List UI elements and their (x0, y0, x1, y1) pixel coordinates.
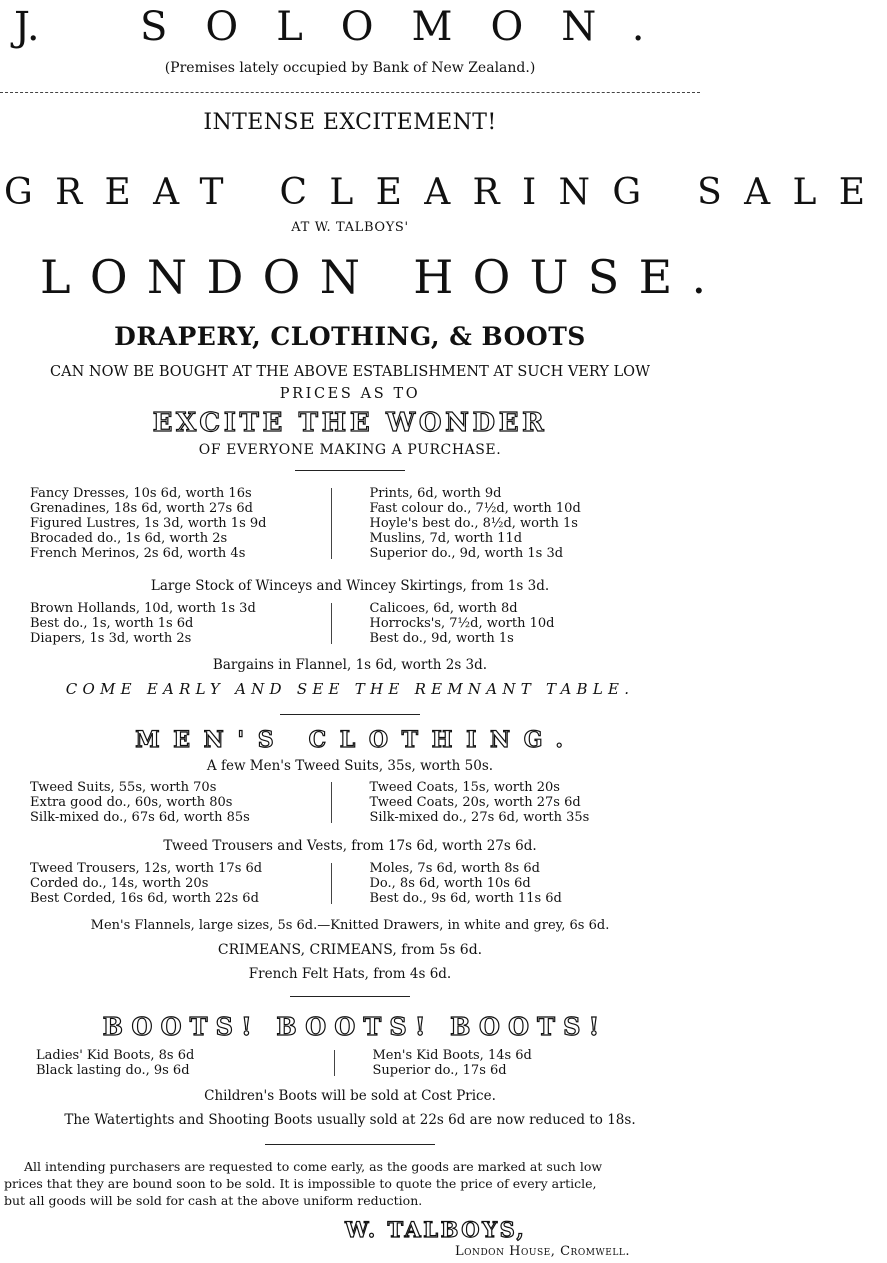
divider-2 (280, 714, 420, 715)
of-everyone: OF EVERYONE MAKING A PURCHASE. (198, 442, 502, 458)
list-item: Calicoes, 6d, worth 8d (369, 601, 518, 616)
list-item: Ladies' Kid Boots, 8s 6d (36, 1048, 195, 1063)
list-item: Best do., 1s, worth 1s 6d (30, 616, 194, 631)
at-talboys: AT W. TALBOYS' (291, 220, 409, 235)
purchase-notice (4, 1158, 696, 1209)
mens-list-2 (30, 861, 670, 906)
drapery-list-1 (30, 486, 670, 561)
list-item: Horrocks's, 7½d, worth 10d (369, 616, 555, 631)
header-prefix: J. (14, 4, 40, 50)
header (0, 2, 700, 50)
list-item: Tweed Suits, 55s, worth 70s (30, 780, 217, 795)
mens-list-1 (30, 780, 670, 825)
header-name: SOLOMON. (140, 4, 683, 50)
list-item: Figured Lustres, 1s 3d, worth 1s 9d (30, 516, 267, 531)
list-item: Muslins, 7d, worth 11d (369, 531, 523, 546)
tweed-suits-line: A few Men's Tweed Suits, 35s, worth 50s. (206, 758, 494, 774)
list-item: Brocaded do., 1s 6d, worth 2s (30, 531, 228, 546)
boots-heading: BOOTS! BOOTS! BOOTS! (102, 1012, 608, 1041)
list-item: Diapers, 1s 3d, worth 2s (30, 631, 192, 646)
list-item: Best Corded, 16s 6d, worth 22s 6d (30, 891, 259, 906)
flannels-drawers-line: Men's Flannels, large sizes, 5s 6d.—Knitted Drawers, in white and grey, 6s 6d. (90, 918, 610, 933)
header-divider (0, 92, 700, 93)
list-item: Tweed Coats, 15s, worth 20s (369, 780, 560, 795)
list-item: Hoyle's best do., 8½d, worth 1s (369, 516, 578, 531)
felt-hats-line: French Felt Hats, from 4s 6d. (248, 966, 452, 982)
intro-line-1: CAN NOW BE BOUGHT AT THE ABOVE ESTABLISHMENT AT SUCH VERY LOW (50, 364, 650, 380)
list-item: Tweed Coats, 20s, worth 27s 6d (369, 795, 581, 810)
list-item: Best do., 9s 6d, worth 11s 6d (369, 891, 562, 906)
intense-excitement: INTENSE EXCITEMENT! (203, 110, 497, 135)
list-item: Prints, 6d, worth 9d (369, 486, 502, 501)
list-item: Men's Kid Boots, 14s 6d (372, 1048, 532, 1063)
list-item: Best do., 9d, worth 1s (369, 631, 514, 646)
intro-line-2: PRICES AS TO (279, 386, 421, 402)
list-item: Moles, 7s 6d, worth 8s 6d (369, 861, 540, 876)
list-item: Grenadines, 18s 6d, worth 27s 6d (30, 501, 253, 516)
excite-the-wonder: EXCITE THE WONDER (152, 408, 548, 438)
drapery-clothing-boots: DRAPERY, CLOTHING, & BOOTS (114, 322, 586, 351)
remnant-table-line: COME EARLY AND SEE THE REMNANT TABLE. (65, 680, 635, 698)
boots-list (30, 1048, 670, 1078)
list-item: Fancy Dresses, 10s 6d, worth 16s (30, 486, 252, 501)
divider-3 (290, 996, 410, 997)
list-item: Extra good do., 60s, worth 80s (30, 795, 233, 810)
crimeans-line: CRIMEANS, CRIMEANS, from 5s 6d. (217, 942, 483, 958)
mens-clothing-heading: MEN'S CLOTHING. (135, 727, 577, 753)
london-house: LONDON HOUSE. (40, 250, 726, 304)
list-item: Fast colour do., 7½d, worth 10d (369, 501, 581, 516)
list-item: French Merinos, 2s 6d, worth 4s (30, 546, 246, 561)
list-item: Do., 8s 6d, worth 10s 6d (369, 876, 531, 891)
list-item: Superior do., 17s 6d (372, 1063, 507, 1078)
flannel-line: Bargains in Flannel, 1s 6d, worth 2s 3d. (212, 657, 488, 673)
list-item: Superior do., 9d, worth 1s 3d (369, 546, 564, 561)
drapery-list-2 (30, 601, 670, 646)
divider-4 (265, 1144, 435, 1145)
address: London House, Cromwell. (455, 1244, 630, 1259)
list-item: Brown Hollands, 10d, worth 1s 3d (30, 601, 256, 616)
list-item: Corded do., 14s, worth 20s (30, 876, 209, 891)
list-item: Black lasting do., 9s 6d (36, 1063, 190, 1078)
notice-line: prices that they are bound soon to be sold. It is impossible to quote the price of every article, (4, 1176, 597, 1191)
winceys-line: Large Stock of Winceys and Wincey Skirtings, from 1s 3d. (150, 578, 550, 594)
list-item: Silk-mixed do., 67s 6d, worth 85s (30, 810, 250, 825)
notice-line: All intending purchasers are requested to come early, as the goods are marked at such low (24, 1159, 603, 1174)
signature: W. TALBOYS, (345, 1217, 527, 1242)
divider-1 (295, 470, 405, 471)
notice-line: but all goods will be sold for cash at the above uniform reduction. (4, 1193, 423, 1208)
list-item: Tweed Trousers, 12s, worth 17s 6d (30, 861, 263, 876)
watertights-line: The Watertights and Shooting Boots usually sold at 22s 6d are now reduced to 18s. (64, 1112, 636, 1128)
list-item: Silk-mixed do., 27s 6d, worth 35s (369, 810, 590, 825)
childrens-boots-line: Children's Boots will be sold at Cost Price. (204, 1088, 496, 1104)
trousers-vests-line: Tweed Trousers and Vests, from 17s 6d, worth 27s 6d. (163, 838, 537, 854)
great-clearing-sale: GREAT CLEARING SALE (4, 172, 887, 213)
premises-note: (Premises lately occupied by Bank of New Zealand.) (164, 60, 536, 76)
